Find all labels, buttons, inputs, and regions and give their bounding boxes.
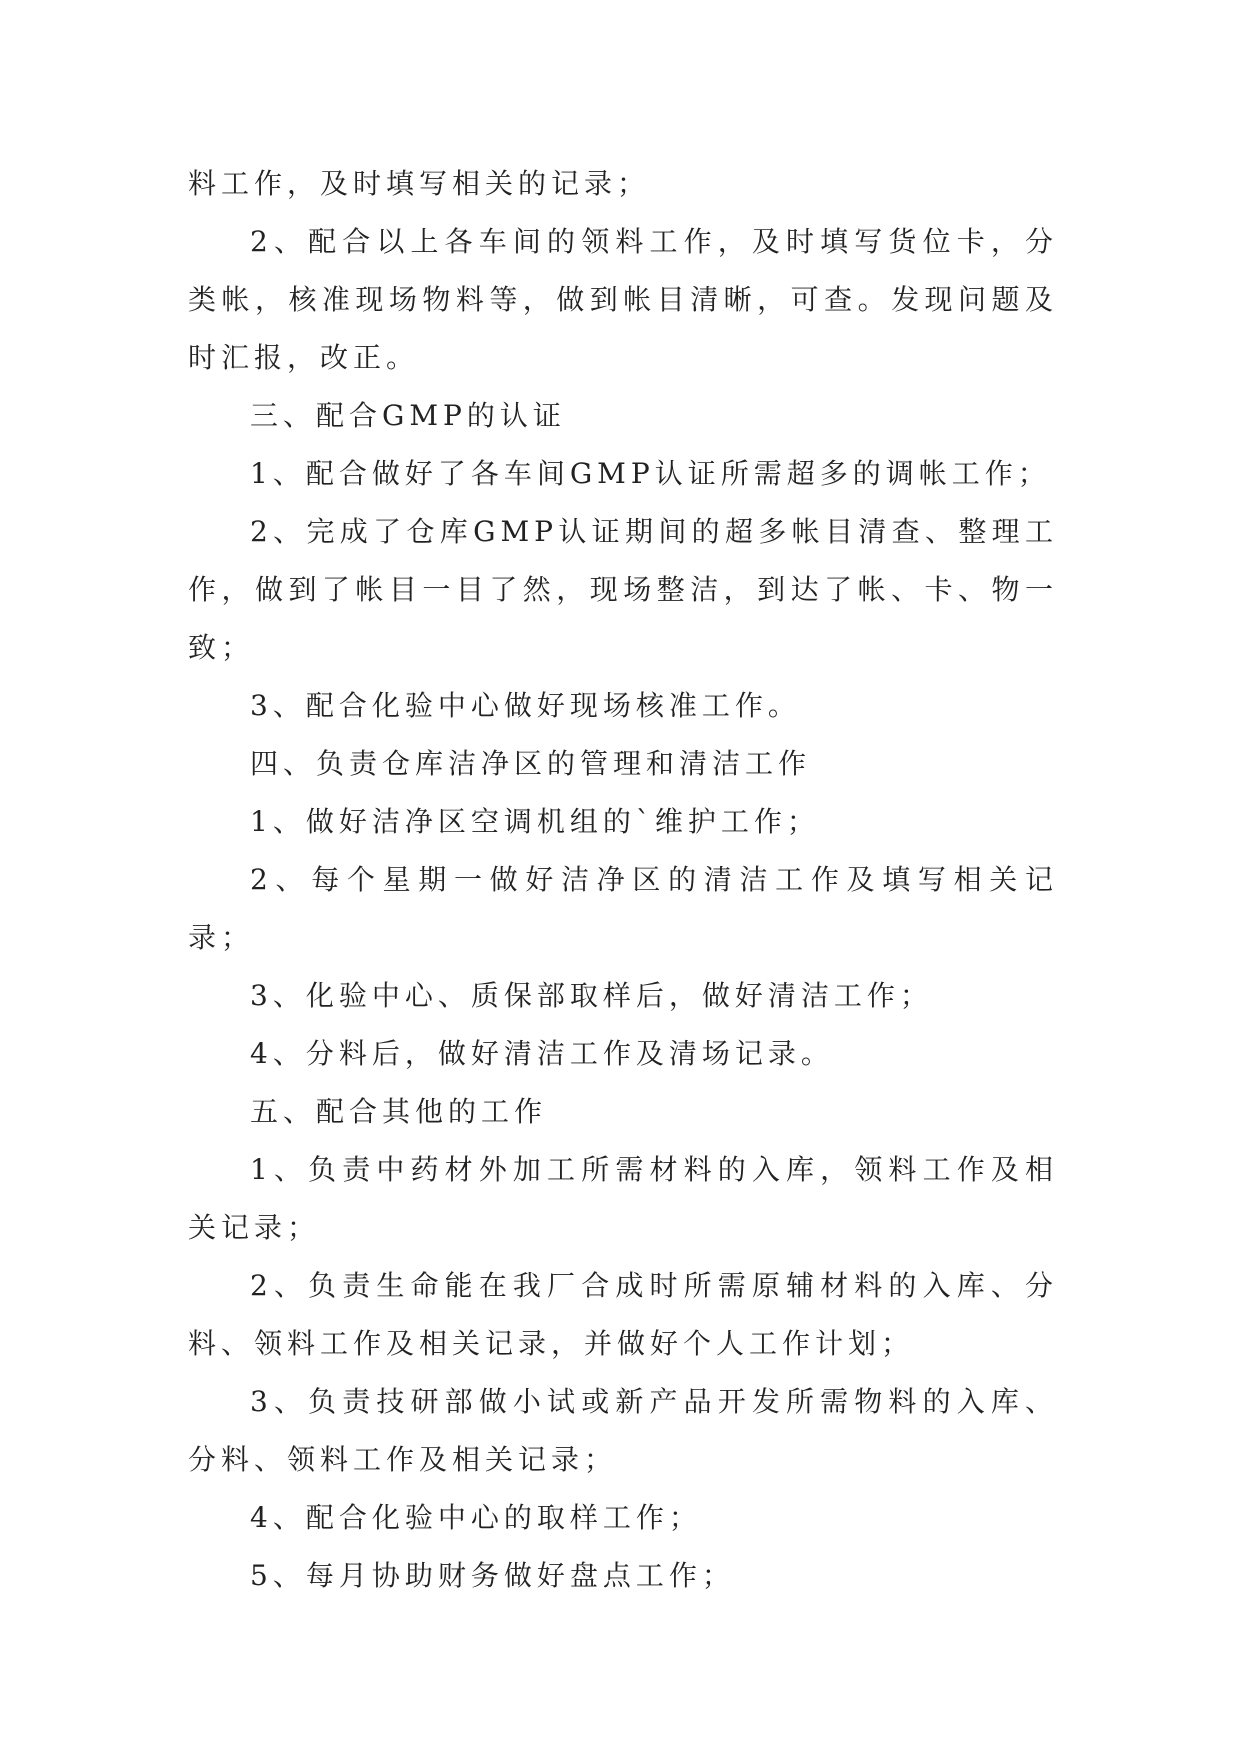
list-item: 5、每月协助财务做好盘点工作； [250,1559,735,1592]
list-item: 1、做好洁净区空调机组的`维护工作； [250,805,820,838]
list-item: 1、配合做好了各车间GMP认证所需超多的调帐工作； [250,457,1051,490]
list-item: 4、配合化验中心的取样工作； [250,1501,702,1534]
paragraph: 2、配合以上各车间的领料工作，及时填写货位卡，分类帐，核准现场物料等，做到帐目清晰，可查。发现问题及时汇报，改正。 [188,225,1058,374]
list-item: 3、负责技研部做小试或新产品开发所需物料的入库、分料、领料工作及相关记录； [188,1385,1058,1476]
section-heading: 五、配合其他的工作 [250,1095,548,1128]
list-item: 2、完成了仓库GMP认证期间的超多帐目清查、整理工作，做到了帐目一目了然，现场整洁，到达了帐、卡、物一致； [188,515,1058,664]
section-heading: 三、配合GMP的认证 [250,399,566,432]
list-item: 1、负责中药材外加工所需材料的入库，领料工作及相关记录； [188,1153,1058,1244]
section-heading: 四、负责仓库洁净区的管理和清洁工作 [250,747,812,780]
list-item: 3、配合化验中心做好现场核准工作。 [250,689,801,722]
list-item: 2、负责生命能在我厂合成时所需原辅材料的入库、分料、领料工作及相关记录，并做好个人工作计划； [188,1269,1058,1360]
document-body [188,155,1058,1605]
paragraph: 料工作，及时填写相关的记录； [188,167,651,200]
list-item: 4、分料后，做好清洁工作及清场记录。 [250,1037,834,1070]
list-item: 3、化验中心、质保部取样后，做好清洁工作； [250,979,933,1012]
list-item: 2、每个星期一做好洁净区的清洁工作及填写相关记录； [188,863,1058,954]
